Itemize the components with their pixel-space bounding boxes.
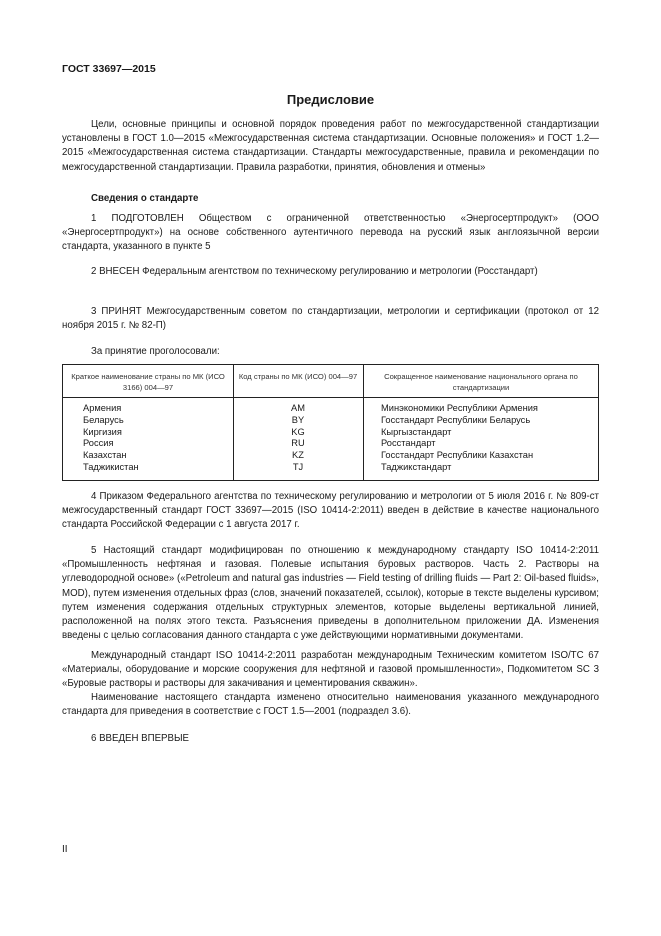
table-cell-country: Казахстан [83, 450, 127, 461]
table-cell-agency: Кыргызстандарт [381, 426, 452, 437]
table-cell-country: Киргизия [83, 426, 122, 437]
table-cell-country: Армения [83, 403, 122, 413]
table-cell-agency: Госстандарт Республики Беларусь [381, 414, 531, 425]
voting-table [62, 364, 599, 481]
item-6-paragraph: 6 ВВЕДЕН ВПЕРВЫЕ [91, 733, 190, 744]
item-5-committee-paragraph: Международный стандарт ISO 10414-2:2011 разработан международным Техническим комитетом ISO/TC 67 «Материалы, оборудование и морские сооружения для нефтяной и газовой промышленности», Подкомитетом SC 3 «Буровые растворы и растворы для закачивания и цементирования скважин». [62, 650, 599, 690]
table-cell-agency: Госстандарт Республики Казахстан [381, 450, 534, 461]
table-header-code: Код страны по МК (ИСО) 004—97 [238, 372, 358, 381]
table-cell-code: RU [291, 438, 305, 449]
table-cell-country: Таджикистан [83, 462, 139, 472]
table-cell-agency: Росстандарт [381, 438, 436, 449]
voted-label: За принятие проголосовали: [91, 346, 220, 357]
item-4-paragraph: 4 Приказом Федерального агентства по техническому регулированию и метрологии от 5 июля 2016 г. № 809-ст межгосударственный стандарт ГОСТ 33697—2015 (ISO 10414-2:2011) введен в действие в качестве национального стандарта Российской Федерации с 1 августа 2017 г. [62, 491, 599, 531]
table-cell-country: Россия [83, 438, 114, 449]
intro-paragraph: Цели, основные принципы и основной порядок проведения работ по межгосударственной стандартизации установлены в ГОСТ 1.0—2015 «Межгосударственная система стандартизации. Основные положения» и ГОСТ 1.2—2015 «Межгосударственная система стандартизации. Стандарты межгосударственные, правила и рекомендации по межгосударственной стандартизации. Правила разработки, принятия, обновления и отмены» [62, 119, 599, 173]
item-5-paragraph: 5 Настоящий стандарт модифицирован по отношению к международному стандарту ISO 10414-2:2011 «Промышленность нефтяная и газовая. Полевые испытания буровых растворов. Часть 2. Растворы на углеводородной основе» («Petroleum and natural gas industries — Field testing of drilling fluids — Part 2: Oil-based fluids», MOD), путем изменения отдельных фраз (слов, значений показателей, ссылок), которые в тексте выделены курсивом; путем изменения содержания отдельных структурных элементов, которые выделены вертикальной линией, расположенной на полях этого текста. Разъяснения приведены в дополнительном приложении ДА. Изменения введены с целью согласования данного стандарта с уже действующими нормативными документами. [62, 545, 599, 642]
table-cell-code: TJ [292, 462, 304, 472]
table-cell-agency: Минэкономики Республики Армения [381, 403, 538, 413]
table-cell-code: BY [291, 414, 305, 425]
table-cell-agency: Таджикстандарт [381, 462, 452, 472]
page-title: Предисловие [286, 92, 375, 107]
table-header-country: Краткое наименование страны по МК (ИСО 3166) 004—97 [71, 372, 225, 392]
item-5-name-paragraph: Наименование настоящего стандарта изменено относительно наименования указанного международного стандарта для приведения в соответствие с ГОСТ 1.5—2001 (подраздел 3.6). [62, 692, 599, 718]
item-3-paragraph: 3 ПРИНЯТ Межгосударственным советом по стандартизации, метрологии и сертификации (протокол от 12 ноября 2015 г. № 82-П) [62, 306, 599, 332]
item-1-paragraph: 1 ПОДГОТОВЛЕН Обществом с ограниченной ответственностью «Энергосертпродукт» (ООО «Энергосертпродукт») на основе собственного аутентичного перевода на русский язык англоязычной версии стандарта, указанного в пункте 5 [62, 213, 599, 253]
table-cell-country: Беларусь [83, 414, 124, 425]
table-cell-code: KZ [292, 450, 304, 461]
page-number: II [62, 844, 68, 855]
table-header-divider [63, 397, 598, 398]
item-2-paragraph: 2 ВНЕСЕН Федеральным агентством по техническому регулированию и метрологии (Росстандарт) [91, 266, 538, 277]
document-header: ГОСТ 33697—2015 [62, 63, 156, 75]
table-column-divider [363, 365, 364, 480]
section-heading: Сведения о стандарте [91, 193, 199, 204]
table-cell-code: AM [291, 403, 305, 413]
table-cell-code: KG [291, 426, 305, 437]
table-header-agency: Сокращенное наименование национального органа по стандартизации [384, 372, 578, 392]
